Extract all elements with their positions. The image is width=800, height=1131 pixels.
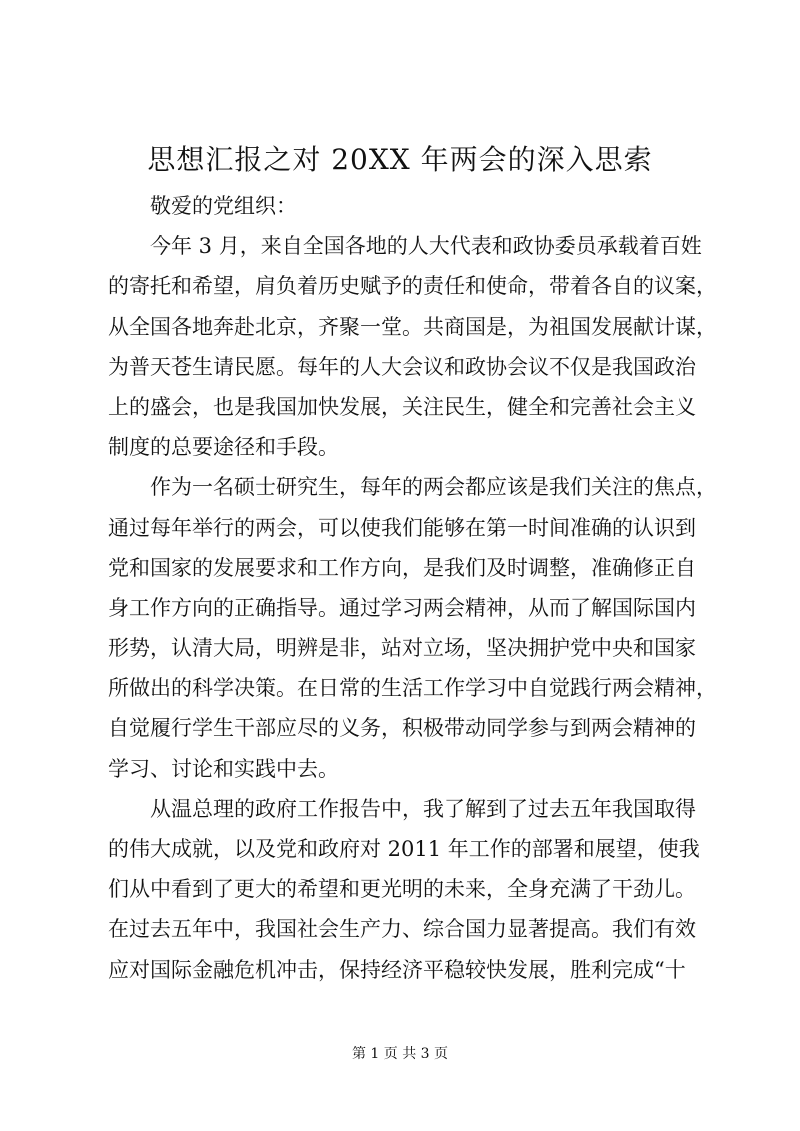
paragraph-line: 为普天苍生请民愿。每年的人大会议和政协会议不仅是我国政治 <box>108 354 696 379</box>
paragraph-line: 从全国各地奔赴北京，齐聚一堂。共商国是，为祖国发展献计谋， <box>108 314 717 339</box>
paragraph-line: 身工作方向的正确指导。通过学习两会精神，从而了解国际国内 <box>108 595 696 620</box>
document-body <box>108 186 717 990</box>
page-footer: 第 1 页 共 3 页 <box>351 1046 449 1062</box>
paragraph-line: 党和国家的发展要求和工作方向，是我们及时调整，准确修正自 <box>108 555 696 580</box>
paragraph-line: 形势，认清大局，明辨是非，站对立场，坚决拥护党中央和国家 <box>108 636 696 661</box>
salutation: 敬爱的党组织： <box>150 194 297 218</box>
paragraph-line: 通过每年举行的两会，可以使我们能够在第一时间准确的认识到 <box>108 515 696 540</box>
paragraph-line: 上的盛会，也是我国加快发展，关注民生，健全和完善社会主义 <box>108 394 696 419</box>
paragraph-line: 制度的总要途径和手段。 <box>108 435 339 460</box>
paragraph-line: 的伟大成就，以及党和政府对 2011 年工作的部署和展望，使我 <box>108 837 700 861</box>
paragraph-line: 从温总理的政府工作报告中，我了解到了过去五年我国取得 <box>150 796 696 821</box>
paragraph-line: 们从中看到了更大的希望和更光明的未来，全身充满了干劲儿。 <box>108 877 696 902</box>
paragraph-line: 学习、讨论和实践中去。 <box>108 756 339 781</box>
paragraph-line: 自觉履行学生干部应尽的义务，积极带动同学参与到两会精神的 <box>108 716 696 741</box>
paragraph-line: 应对国际金融危机冲击，保持经济平稳较快发展，胜利完成“十 <box>108 957 686 982</box>
paragraph-line: 的寄托和希望，肩负着历史赋予的责任和使命，带着各自的议案， <box>108 274 717 299</box>
paragraph-line: 在过去五年中，我国社会生产力、综合国力显著提高。我们有效 <box>108 917 696 942</box>
document-title: 思想汇报之对 20XX 年两会的深入思索 <box>147 143 653 176</box>
paragraph-line: 所做出的科学决策。在日常的生活工作学习中自觉践行两会精神， <box>108 676 717 701</box>
paragraph-line: 今年 3 月，来自全国各地的人大代表和政协委员承载着百姓 <box>150 234 702 259</box>
paragraph-line: 作为一名硕士研究生，每年的两会都应该是我们关注的焦点， <box>150 475 717 500</box>
